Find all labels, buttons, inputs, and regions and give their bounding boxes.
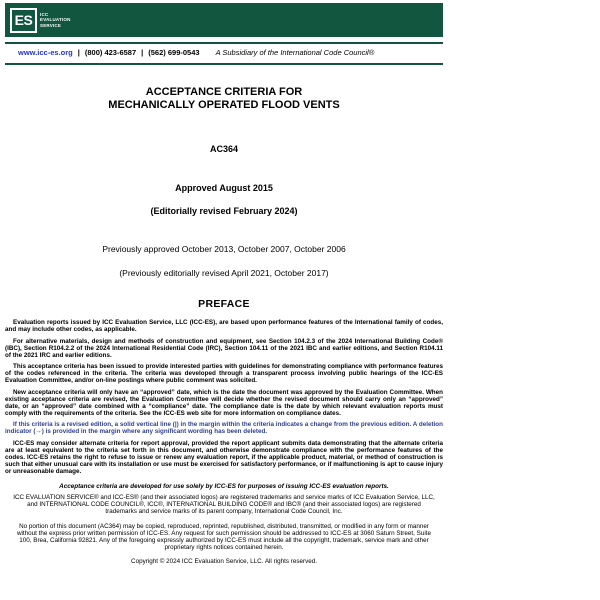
website-link[interactable]: www.icc-es.org [18,48,73,57]
preface-paragraph: This acceptance criteria has been issued to provide interested parties with guidelines for demonstrating compliance with performance features of the codes referenced in the criteria. The criteria was developed through a transparent process involving public hearings of the ICC-ES Evaluation Committee, and/or on-line postings where public comment was solicited. [5,363,443,384]
criteria-code: AC364 [209,144,238,154]
trademark-notice: ICC EVALUATION SERVICE® and ICC-ES® (and their associated logos) are registered trademarks and service marks of ICC Evaluation Service, LLC, and INTERNATIONAL CODE COUNCIL®, ICC®, INTERNATIONAL BUILDING CODE® and IBC® (and their associated logos) are registered trademarks and service marks of its parent company, International Code Council, Inc. [13,493,435,515]
logo-name-line: ICC [40,11,49,17]
solely-note: Acceptance criteria are developed for use solely by ICC-ES for purposes of issuing ICC-ES evaluation reports. [59,482,389,490]
phone-number-1: (800) 423-6587 [84,48,137,57]
preface-paragraph: New acceptance criteria will only have an “approved” date, which is the date the document was approved by the Evaluation Committee. When existing acceptance criteria are revised, the Evaluation Committee will decide whether the revised document should carry only an “approved” date, or an “approved” date combined with a “compliance” date. The compliance date is the date by which relevant evaluation reports must comply with the requirements of the criteria. See the ICC-ES web site for more information on compliance dates. [5,388,443,417]
title-line-2: MECHANICALLY OPERATED FLOOD VENTS [108,98,340,111]
subsidiary-text: A Subsidiary of the International Code Council® [215,48,375,57]
previous-approvals: Previously approved October 2013, October 2007, October 2006 [102,244,346,254]
permission-notice: No portion of this document (AC364) may be copied, reproduced, reprinted, republished, distributed, transmitted, or modified in any form or manner without the express prior written permission of ICC-ES. Any request for such permission should be addressed to ICC-ES at 3060 Saturn Street, Suite 100, Brea, California 92821. Any of the foregoing expressly authorized by ICC-ES must include all the copyright, trademark, service mark and other proprietary rights notices contained herein. [16,522,432,551]
preface-paragraph: Evaluation reports issued by ICC Evaluation Service, LLC (ICC-ES), are based upon performance features of the International family of codes, and may include other codes, as applicable. [5,319,443,333]
revision-note-paragraph: If this criteria is a revised edition, a solid vertical line (|) in the margin within the criteria indicates a change from the previous edition. A deletion indicator (→) is provided in the margin where any significant wording has been deleted. [5,421,443,435]
separator: | [141,48,144,57]
preface-heading: PREFACE [198,298,250,310]
separator: | [77,48,80,57]
editorial-revision-date: (Editorially revised February 2024) [150,206,298,216]
document-title [0,86,448,111]
logo-name-line: SERVICE [40,22,62,28]
preface-paragraph: For alternative materials, design and methods of construction and equipment, see Section 104.2.3 of the 2024 International Building Code® (IBC), Section R104.2.2 of the 2024 International Residential Code (IRC), Section 104.11 of the 2021 IBC and earlier editions, and Section R104.11 of the 2021 IRC and earlier editions. [5,337,443,359]
preface-paragraph: ICC-ES may consider alternate criteria for report approval, provided the report applicant submits data demonstrating that the alternate criteria are at least equivalent to the criteria set forth in this document, and otherwise demonstrate compliance with the performance features of the codes. ICC-ES retains the right to refuse to issue or renew any evaluation report, if the applicable product, material, or method of construction is such that either unusual care with its installation or use must be exercised for satisfactory performance, or if malfunctioning is apt to cause injury or unreasonable damage. [5,439,443,475]
header-rule-top [5,42,443,44]
icc-es-logo [10,8,37,33]
copyright-line: Copyright © 2024 ICC Evaluation Service, LLC. All rights reserved. [131,557,317,565]
title-block [0,86,448,310]
contact-bar [18,48,448,57]
header-bar [5,3,443,37]
preface-body [5,319,443,565]
phone-number-2: (562) 699-0543 [148,48,200,57]
logo-name-line: EVALUATION [40,17,71,23]
header-rule-bottom [5,63,443,65]
logo-service-name [40,12,71,29]
approved-date: Approved August 2015 [175,183,273,193]
title-line-1: ACCEPTANCE CRITERIA FOR [145,86,303,98]
logo-es-text: ES [14,12,33,28]
previous-revisions: (Previously editorially revised April 2021, October 2017) [119,268,329,278]
